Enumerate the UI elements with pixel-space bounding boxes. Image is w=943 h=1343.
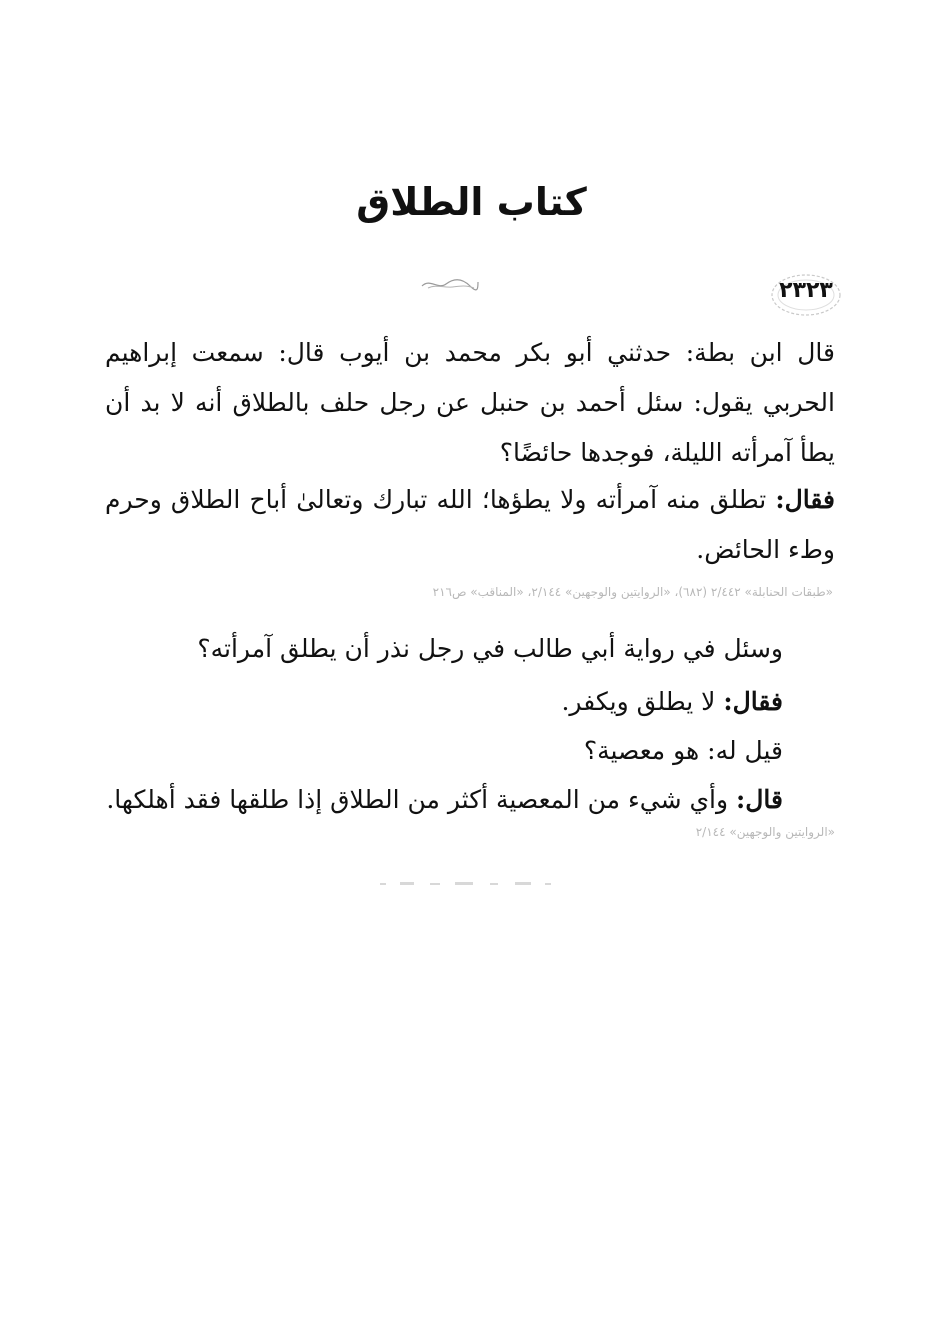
line-4: [106, 775, 783, 825]
paragraph-1: قال ابن بطة: حدثني أبو بكر محمد بن أيوب قال: سمعت إبراهيم الحربي يقول: سئل أحمد بن حنبل عن رجل حلف بالطلاق أنه لا بد أن يطأ آمرأته الليلة، فوجدها حائضًا؟: [105, 338, 835, 467]
speaker-label: فقال:: [723, 687, 783, 716]
faint-mark-icon: [380, 878, 560, 890]
line-4-text: وأي شيء من المعصية أكثر من الطلاق إذا طلقها فقد أهلكها.: [106, 785, 737, 814]
chapter-title: كتاب الطلاق: [356, 180, 587, 224]
speaker-label: قال:: [736, 785, 783, 814]
line-2-text: لا يطلق ويكفر.: [561, 687, 724, 716]
footnote-2: «الروايتين والوجهين» ٢/١٤٤: [695, 825, 835, 839]
ornament-icon: [420, 276, 480, 292]
line-2: [561, 677, 783, 727]
entry-number-badge: [769, 270, 843, 320]
speaker-label: فقال:: [775, 485, 835, 514]
footnote-1: «طبقات الحنابلة» ٢/٤٤٢ (٦٨٢)، «الروايتين والوجهين» ٢/١٤٤، «المناقب» ص٢١٦: [432, 585, 833, 599]
line-3: قيل له: هو معصية؟: [583, 736, 783, 765]
line-1: وسئل في رواية أبي طالب في رجل نذر أن يطلق آمرأته؟: [197, 634, 783, 663]
paragraph-2: [105, 475, 835, 575]
entry-number: ٢٣٢٣: [779, 278, 833, 303]
paragraph-2-text: تطلق منه آمرأته ولا يطؤها؛ الله تبارك وتعالىٰ أباح الطلاق وحرم وطء الحائض.: [105, 485, 835, 564]
